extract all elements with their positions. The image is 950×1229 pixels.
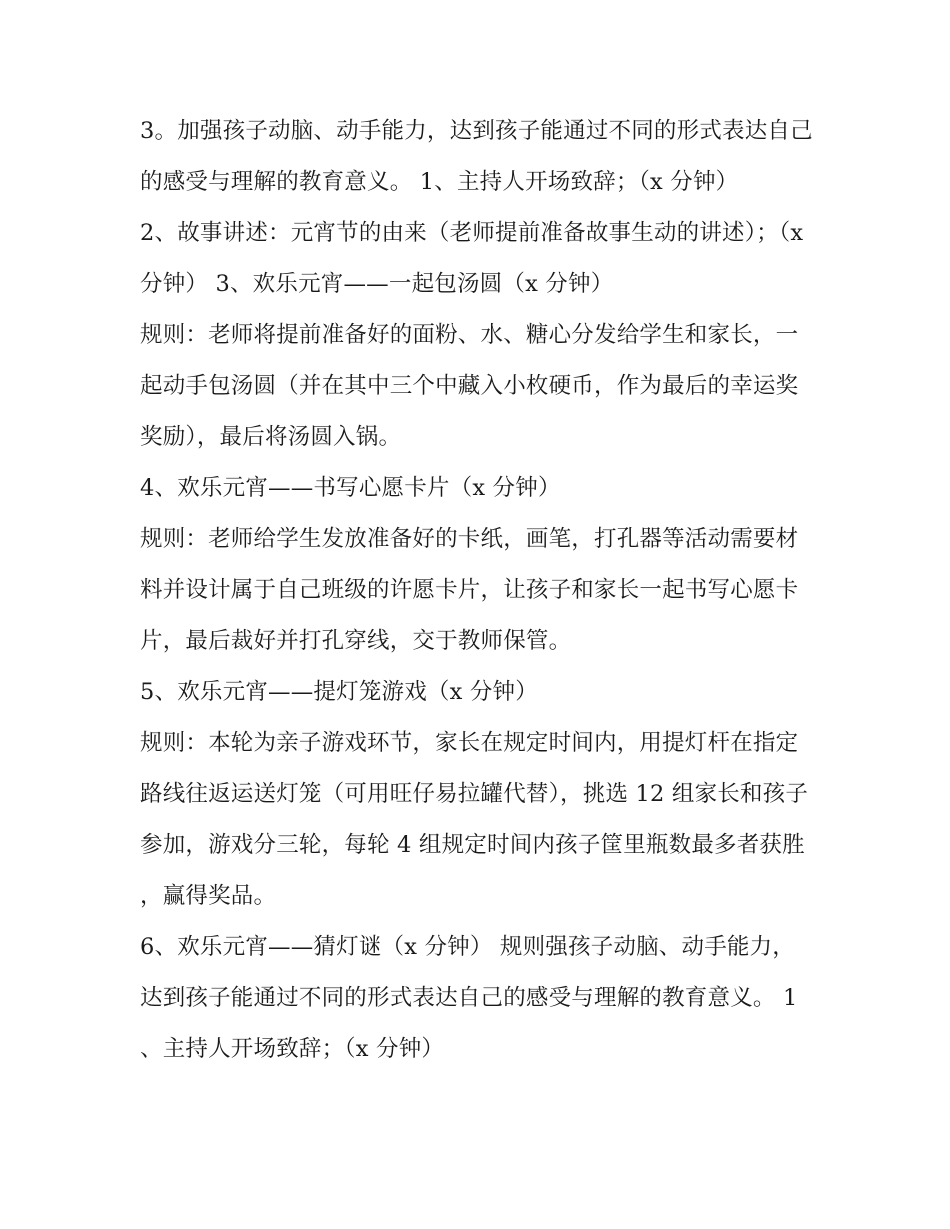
paragraph-story-and-tangyuan: 2、故事讲述：元宵节的由来（老师提前准备故事生动的讲述）；（x 分钟） 3、欢乐元宵——一起包汤圆（x 分钟）: [140, 220, 804, 297]
paragraph-wish-card-heading: 4、欢乐元宵——书写心愿卡片（x 分钟）: [140, 475, 561, 501]
paragraph-goal-and-opening: 3。加强孩子动脑、动手能力，达到孩子能通过不同的形式表达自己的感受与理解的教育意义。 1、主持人开场致辞；（x 分钟）: [140, 118, 813, 195]
paragraph-lantern-game-rules: 规则：本轮为亲子游戏环节，家长在规定时间内，用提灯杆在指定路线往返运送灯笼（可用旺仔易拉罐代替），挑选 12 组家长和孩子参加，游戏分三轮，每轮 4 组规定时间内孩子筐里瓶数最多者获胜，赢得奖品。: [140, 730, 809, 909]
paragraph-wish-card-rules: 规则：老师给学生发放准备好的卡纸，画笔，打孔器等活动需要材料并设计属于自己班级的许愿卡片，让孩子和家长一起书写心愿卡片，最后裁好并打孔穿线，交于教师保管。: [140, 526, 799, 654]
paragraph-lantern-game-heading: 5、欢乐元宵——提灯笼游戏（x 分钟）: [140, 679, 538, 705]
paragraph-riddles: 6、欢乐元宵——猜灯谜（x 分钟） 规则强孩子动脑、动手能力，达到孩子能通过不同的形式表达自己的感受与理解的教育意义。 1、主持人开场致辞；（x 分钟）: [140, 934, 798, 1062]
document-body: [140, 106, 815, 1075]
paragraph-tangyuan-rules: 规则：老师将提前准备好的面粉、水、糖心分发给学生和家长，一起动手包汤圆（并在其中三个中藏入小枚硬币，作为最后的幸运奖奖励），最后将汤圆入锅。: [140, 322, 799, 450]
